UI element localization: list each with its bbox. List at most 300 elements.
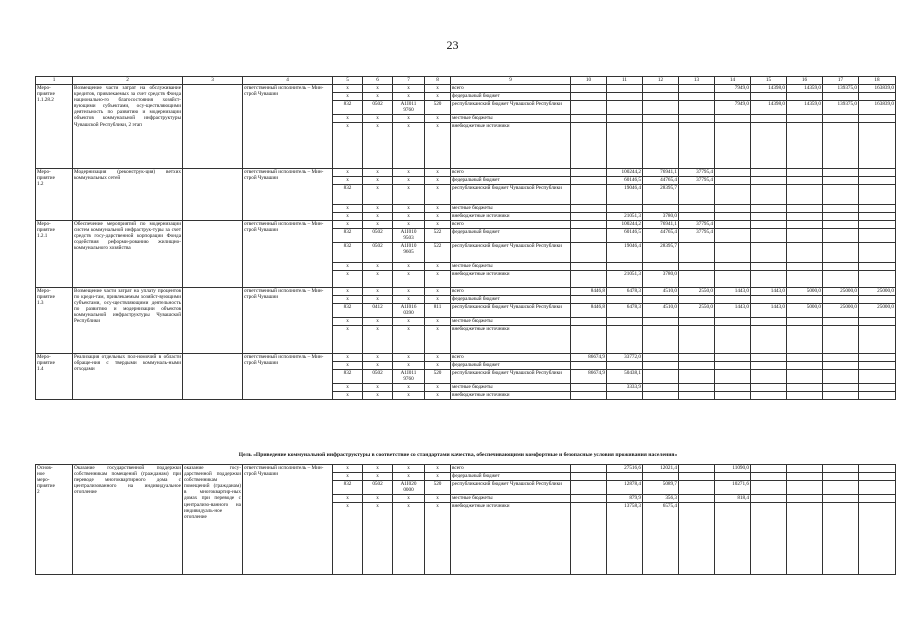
value-cell (787, 243, 823, 263)
value-cell (571, 229, 607, 243)
expense-type-cell: 520 (425, 370, 451, 384)
expense-type-cell: x (425, 177, 451, 185)
value-cell (607, 85, 643, 93)
column-number-row (36, 77, 896, 85)
value-cell (787, 213, 823, 221)
expense-type-cell: 522 (425, 243, 451, 263)
value-cell (859, 370, 896, 384)
value-cell (643, 205, 679, 213)
value-cell (823, 229, 859, 243)
value-cell: 60146,5 (607, 229, 643, 243)
value-cell (679, 85, 715, 93)
value-cell (643, 263, 679, 271)
value-cell (751, 296, 787, 304)
value-cell: 8446,8 (571, 304, 607, 318)
value-cell (571, 115, 607, 123)
column-number-cell: 7 (393, 77, 425, 85)
value-cell (715, 318, 751, 326)
expense-type-cell: x (425, 288, 451, 296)
value-cell (823, 473, 859, 481)
table-row (36, 221, 896, 229)
value-cell (751, 221, 787, 229)
grbs-cell: x (333, 205, 363, 213)
value-cell (679, 93, 715, 101)
section-cell: x (363, 115, 393, 123)
funding-source-cell: местные бюджеты (451, 495, 571, 503)
value-cell: 37795,4 (679, 177, 715, 185)
grbs-cell: x (333, 271, 363, 288)
target-article-cell: x (393, 465, 425, 473)
funding-source-cell: всего (451, 169, 571, 177)
value-cell (607, 326, 643, 354)
value-cell (859, 481, 896, 495)
value-cell (787, 481, 823, 495)
target-article-cell: x (393, 263, 425, 271)
column-number-cell: 18 (859, 77, 896, 85)
target-article-cell: x (393, 169, 425, 177)
value-cell: 50438,1 (607, 370, 643, 384)
value-cell (679, 243, 715, 263)
value-cell (859, 185, 896, 205)
value-cell: 1443,0 (751, 304, 787, 318)
value-cell (823, 205, 859, 213)
funding-source-cell: федеральный бюджет (451, 473, 571, 481)
value-cell: 60146,5 (607, 177, 643, 185)
value-cell (571, 503, 607, 575)
value-cell (787, 115, 823, 123)
value-cell (787, 177, 823, 185)
column-number-cell: 6 (363, 77, 393, 85)
expense-type-cell: x (425, 169, 451, 177)
target-article-cell: x (393, 503, 425, 575)
value-cell: 14359,0 (787, 85, 823, 93)
value-cell (571, 169, 607, 177)
value-cell (823, 93, 859, 101)
value-cell (571, 221, 607, 229)
responsible-cell: ответственный исполнитель – Мин-строй Чувашии (243, 288, 333, 354)
target-article-cell: x (393, 115, 425, 123)
value-cell (859, 503, 896, 575)
value-cell (679, 495, 715, 503)
target-article-cell: x (393, 185, 425, 205)
value-cell (571, 123, 607, 169)
funding-source-cell: внебюджетные источники (451, 503, 571, 575)
funding-source-cell: местные бюджеты (451, 263, 571, 271)
expense-type-cell: x (425, 495, 451, 503)
value-cell (715, 123, 751, 169)
funding-source-cell: местные бюджеты (451, 318, 571, 326)
value-cell (823, 271, 859, 288)
grbs-cell: x (333, 169, 363, 177)
column-number-cell: 2 (73, 77, 183, 85)
funding-source-cell: республиканский бюджет Чувашской Республики (451, 304, 571, 318)
value-cell (607, 205, 643, 213)
value-cell (859, 384, 896, 392)
value-cell (607, 296, 643, 304)
section-cell: x (363, 362, 393, 370)
value-cell (643, 93, 679, 101)
value-cell (823, 296, 859, 304)
value-cell: 27516,6 (607, 465, 643, 473)
value-cell: 5089,7 (643, 481, 679, 495)
value-cell (859, 177, 896, 185)
activity-name-cell: Оказание государственной поддержки собственникам помещений (гражданам) при переводе многоквартирного дома с централизованного на индивидуальное отопление (73, 465, 183, 575)
section-cell: x (363, 221, 393, 229)
value-cell (751, 205, 787, 213)
value-cell (823, 263, 859, 271)
value-cell: 33772,0 (607, 354, 643, 362)
responsible-cell: ответственный исполнитель – Мин-строй Чувашии (243, 354, 333, 400)
funding-source-cell: всего (451, 288, 571, 296)
target-article-cell: x (393, 354, 425, 362)
section-cell: x (363, 288, 393, 296)
value-cell (787, 263, 823, 271)
value-cell (679, 370, 715, 384)
value-cell (715, 205, 751, 213)
value-cell (607, 115, 643, 123)
value-cell (787, 185, 823, 205)
value-cell (859, 326, 896, 354)
page-number: 23 (446, 38, 459, 52)
value-cell: 37795,4 (679, 169, 715, 177)
grbs-cell: x (333, 115, 363, 123)
value-cell (787, 169, 823, 177)
goal-heading: Цель «Приведение коммунальной инфраструктуры в соответствие со стандартами качества, обеспечивающими комфортные и безопасные условия проживания населения» (238, 452, 678, 458)
target-article-cell: x (393, 362, 425, 370)
value-cell (679, 205, 715, 213)
expense-type-cell: x (425, 354, 451, 362)
grbs-cell: x (333, 85, 363, 93)
value-cell (787, 221, 823, 229)
expense-type-cell: x (425, 263, 451, 271)
value-cell (751, 473, 787, 481)
value-cell (823, 481, 859, 495)
value-cell: 6575,4 (643, 503, 679, 575)
value-cell: 10271,6 (715, 481, 751, 495)
value-cell (859, 169, 896, 177)
value-cell: 14398,0 (751, 101, 787, 115)
value-cell: 5000,0 (787, 288, 823, 296)
value-cell (643, 326, 679, 354)
section-cell: 0412 (363, 304, 393, 318)
value-cell (823, 362, 859, 370)
goal-link-cell (183, 85, 243, 169)
goal-link-cell (183, 288, 243, 354)
goal-link-cell (183, 221, 243, 288)
target-article-cell: x (393, 85, 425, 93)
column-number-cell: 13 (679, 77, 715, 85)
value-cell (571, 93, 607, 101)
value-cell (859, 473, 896, 481)
section-cell: x (363, 271, 393, 288)
value-cell (823, 213, 859, 221)
grbs-cell: 832 (333, 229, 363, 243)
value-cell (679, 481, 715, 495)
value-cell (643, 115, 679, 123)
value-cell (787, 465, 823, 473)
value-cell (859, 115, 896, 123)
value-cell (571, 185, 607, 205)
value-cell (715, 370, 751, 384)
value-cell (751, 93, 787, 101)
target-article-cell: x (393, 392, 425, 400)
value-cell (823, 326, 859, 354)
value-cell (679, 362, 715, 370)
funding-source-cell: федеральный бюджет (451, 177, 571, 185)
value-cell: 21051,3 (607, 213, 643, 221)
value-cell (751, 384, 787, 392)
value-cell: 11090,0 (715, 465, 751, 473)
value-cell (823, 243, 859, 263)
funding-source-cell: всего (451, 354, 571, 362)
value-cell (679, 123, 715, 169)
value-cell (859, 221, 896, 229)
value-cell: 25000,0 (859, 304, 896, 318)
value-cell (679, 271, 715, 288)
column-number-cell: 9 (451, 77, 571, 85)
funding-source-cell: федеральный бюджет (451, 93, 571, 101)
expense-type-cell: x (425, 271, 451, 288)
value-cell (859, 354, 896, 362)
value-cell (679, 296, 715, 304)
value-cell (679, 503, 715, 575)
activity-code-cell: Меро- приятие 1.3 (36, 288, 73, 354)
column-number-cell: 10 (571, 77, 607, 85)
section-cell: x (363, 296, 393, 304)
value-cell (715, 177, 751, 185)
section-cell: 0502 (363, 243, 393, 263)
value-cell: 818,4 (715, 495, 751, 503)
section-cell: 0502 (363, 481, 393, 495)
section-cell: x (363, 473, 393, 481)
value-cell: 1443,0 (715, 304, 751, 318)
value-cell: 37795,4 (679, 229, 715, 243)
value-cell (823, 221, 859, 229)
value-cell (715, 473, 751, 481)
value-cell (751, 271, 787, 288)
value-cell (787, 326, 823, 354)
value-cell (715, 229, 751, 243)
funding-source-cell: республиканский бюджет Чувашской Республики (451, 481, 571, 495)
target-article-cell: x (393, 384, 425, 392)
goal-link-cell (183, 169, 243, 221)
activity-code-cell: Меро- приятие 1.2 (36, 169, 73, 221)
value-cell (751, 185, 787, 205)
funding-source-cell: местные бюджеты (451, 115, 571, 123)
section-cell: 0502 (363, 101, 393, 115)
funding-source-cell: республиканский бюджет Чувашской Республики (451, 101, 571, 115)
section-cell: 0502 (363, 370, 393, 384)
value-cell: 879,9 (607, 495, 643, 503)
responsible-cell: ответственный исполнитель – Мин-строй Чувашии (243, 465, 333, 575)
value-cell (787, 93, 823, 101)
value-cell (823, 370, 859, 384)
value-cell: 37795,4 (679, 221, 715, 229)
value-cell (571, 326, 607, 354)
grbs-cell: x (333, 318, 363, 326)
value-cell (787, 271, 823, 288)
value-cell: 21051,3 (607, 271, 643, 288)
value-cell (571, 177, 607, 185)
grbs-cell: x (333, 221, 363, 229)
expense-type-cell: x (425, 362, 451, 370)
value-cell (859, 213, 896, 221)
funding-source-cell: внебюджетные источники (451, 326, 571, 354)
target-article-cell: A1I020 0000 (393, 481, 425, 495)
value-cell: 3780,0 (643, 213, 679, 221)
value-cell (607, 93, 643, 101)
value-cell (607, 362, 643, 370)
expense-type-cell: x (425, 384, 451, 392)
responsible-cell: ответственный исполнитель – Мин-строй Чувашии (243, 85, 333, 169)
value-cell: 76941,1 (643, 221, 679, 229)
value-cell: 12021,4 (643, 465, 679, 473)
expense-type-cell: x (425, 318, 451, 326)
grbs-cell: x (333, 354, 363, 362)
value-cell: 19046,4 (607, 243, 643, 263)
value-cell (715, 354, 751, 362)
target-article-cell: x (393, 495, 425, 503)
value-cell (679, 101, 715, 115)
value-cell (751, 465, 787, 473)
table-row (36, 354, 896, 362)
grbs-cell: 832 (333, 370, 363, 384)
value-cell: 76941,1 (643, 169, 679, 177)
value-cell (571, 473, 607, 481)
target-article-cell: A1I011 9760 (393, 101, 425, 115)
table-row (36, 85, 896, 93)
section-cell: x (363, 213, 393, 221)
value-cell: 163839,0 (859, 101, 896, 115)
activity-code-cell: Основ- ное меро- приятие 2 (36, 465, 73, 575)
value-cell (823, 465, 859, 473)
value-cell (679, 213, 715, 221)
target-article-cell: x (393, 271, 425, 288)
value-cell: 28395,7 (643, 185, 679, 205)
value-cell: 13758,3 (607, 503, 643, 575)
funding-source-cell: федеральный бюджет (451, 362, 571, 370)
goal-link-cell (183, 354, 243, 400)
value-cell (751, 243, 787, 263)
expense-type-cell: 520 (425, 481, 451, 495)
value-cell (679, 263, 715, 271)
value-cell: 1443,0 (715, 288, 751, 296)
target-article-cell: x (393, 213, 425, 221)
value-cell (859, 296, 896, 304)
responsible-cell: ответственный исполнитель – Мин-строй Чувашии (243, 169, 333, 221)
value-cell (859, 318, 896, 326)
value-cell (571, 205, 607, 213)
expense-type-cell: x (425, 115, 451, 123)
target-article-cell: x (393, 177, 425, 185)
activity-name-cell: Реализация отдельных пол-номочий в области обраще-ния с твердыми коммуналь-ными отходами (73, 354, 183, 400)
value-cell (787, 205, 823, 213)
target-article-cell: A1I010 9503 (393, 229, 425, 243)
funding-source-cell: всего (451, 221, 571, 229)
grbs-cell: x (333, 326, 363, 354)
funding-source-cell: федеральный бюджет (451, 229, 571, 243)
expense-type-cell: x (425, 392, 451, 400)
value-cell (823, 123, 859, 169)
table-row (36, 169, 896, 177)
value-cell (859, 123, 896, 169)
value-cell (751, 263, 787, 271)
target-article-cell: x (393, 221, 425, 229)
value-cell (751, 123, 787, 169)
value-cell (715, 213, 751, 221)
value-cell (715, 169, 751, 177)
value-cell: 356,3 (643, 495, 679, 503)
column-number-cell: 3 (183, 77, 243, 85)
target-article-cell: x (393, 93, 425, 101)
value-cell (607, 318, 643, 326)
value-cell: 3333,9 (607, 384, 643, 392)
value-cell (571, 465, 607, 473)
grbs-cell: 832 (333, 481, 363, 495)
activity-name-cell: Модернизация (реконструк-ция) ветхих коммунальных сетей (73, 169, 183, 221)
value-cell (643, 384, 679, 392)
value-cell (607, 101, 643, 115)
grbs-cell: x (333, 392, 363, 400)
value-cell: 6478,3 (607, 304, 643, 318)
table-row (36, 288, 896, 296)
value-cell: 8446,8 (571, 288, 607, 296)
section-cell: x (363, 205, 393, 213)
section-cell: x (363, 465, 393, 473)
value-cell (643, 85, 679, 93)
value-cell (643, 123, 679, 169)
value-cell (823, 115, 859, 123)
value-cell (715, 384, 751, 392)
value-cell (643, 392, 679, 400)
grbs-cell: x (333, 495, 363, 503)
value-cell (679, 465, 715, 473)
value-cell (859, 362, 896, 370)
value-cell (607, 123, 643, 169)
section-cell: x (363, 326, 393, 354)
value-cell (751, 370, 787, 384)
value-cell (715, 271, 751, 288)
grbs-cell: x (333, 503, 363, 575)
value-cell: 12878,4 (607, 481, 643, 495)
value-cell (823, 318, 859, 326)
value-cell (859, 229, 896, 243)
expense-type-cell: x (425, 296, 451, 304)
value-cell (679, 473, 715, 481)
target-article-cell: A1I010 9605 (393, 243, 425, 263)
activity-name-cell: Обеспечение мероприятий по модернизации систем коммунальной инфраструк-туры за счет средств госу-дарственной корпорации Фонда содействия реформи-рованию жилищно-коммунального хозяйства (73, 221, 183, 288)
value-cell (715, 392, 751, 400)
target-article-cell: x (393, 205, 425, 213)
value-cell: 139375,0 (823, 85, 859, 93)
value-cell (571, 263, 607, 271)
value-cell (787, 392, 823, 400)
activity-code-cell: Меро- приятие 1.4 (36, 354, 73, 400)
value-cell (571, 384, 607, 392)
value-cell (751, 392, 787, 400)
activity-name-cell: Возмещение части затрат на уплату процентов по креди-там, привлекаемым хозяйст-вующими субъектами, осу-ществляющими деятельность по развитию и модернизации объектов коммунальной инфраструктуры Чувашской Республики (73, 288, 183, 354)
value-cell (643, 370, 679, 384)
grbs-cell: x (333, 288, 363, 296)
value-cell (787, 229, 823, 243)
value-cell (679, 115, 715, 123)
value-cell (715, 185, 751, 205)
goal-link-cell: оказание госу-дарственной поддержки собственникам помещений (гражданам) в многоквартир-ных домах при переводе с централизо-ванного на индивидуаль-ное отопление (183, 465, 243, 575)
value-cell: 4510,0 (643, 304, 679, 318)
value-cell (715, 503, 751, 575)
expense-type-cell: x (425, 85, 451, 93)
funding-source-cell: местные бюджеты (451, 205, 571, 213)
